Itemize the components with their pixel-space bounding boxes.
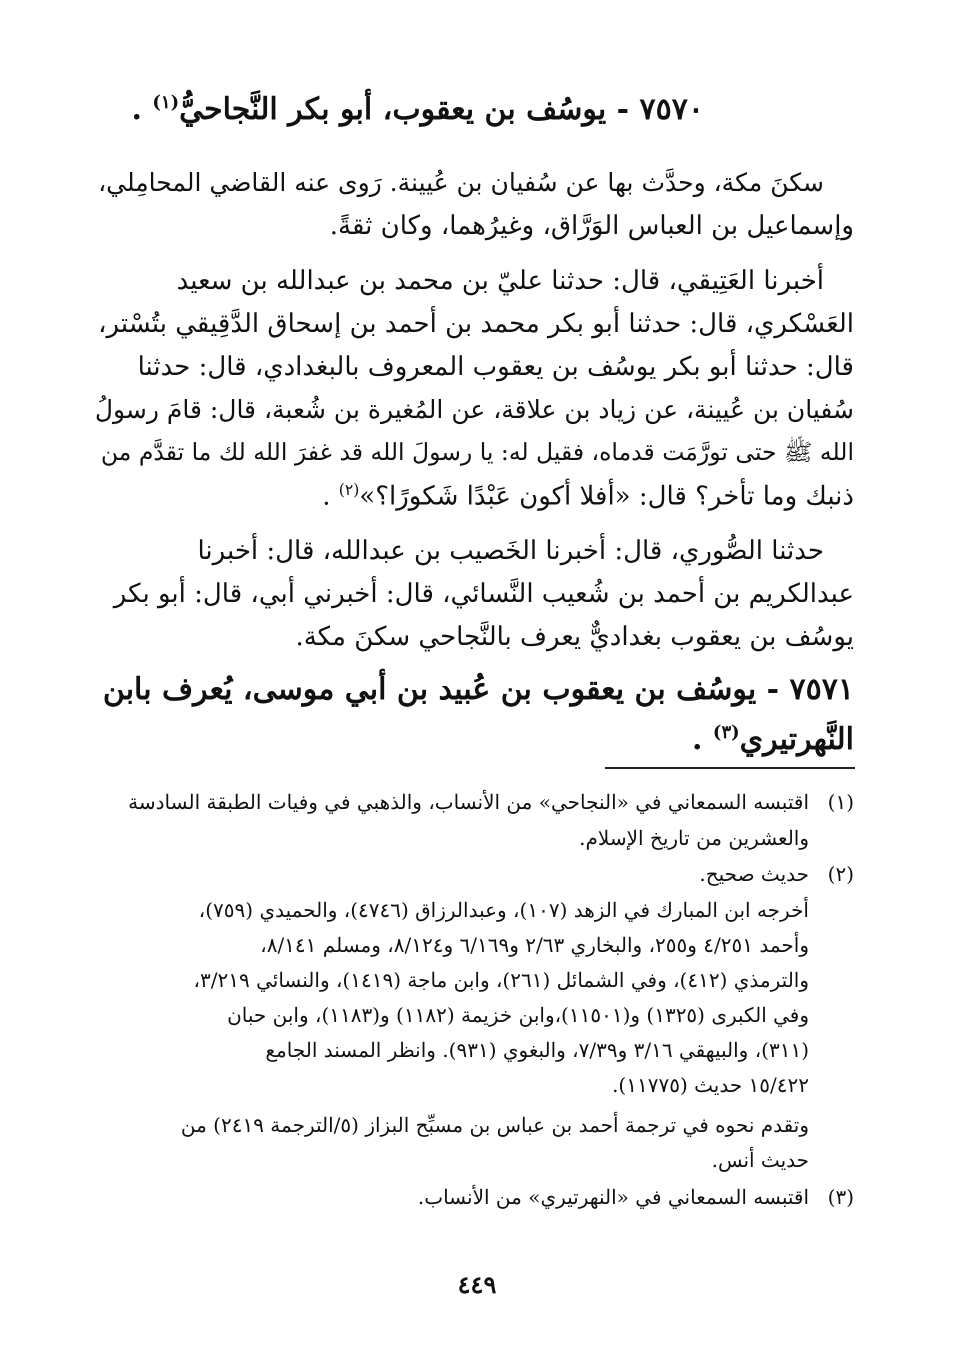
entry-heading-7570: [131, 92, 704, 127]
footnote-ref-1: (١): [152, 92, 180, 113]
footnote-3-text: اقتبسه السمعاني في «النهرتيري» من الأنساب.: [417, 1185, 809, 1209]
footnote-2-line-6: ١٥/٤٢٢ حديث (١١٧٧٥).: [612, 1073, 809, 1097]
entry-heading-7571-line-2: [692, 722, 854, 757]
paragraph-2-line-6-text: ذنبك وما تأخر؟ قال: «أفلا أكون عَبْدًا شَكورًا؟»: [359, 481, 854, 512]
paragraph-2-line-2: العَسْكري، قال: حدثنا أبو بكر محمد بن أحمد بن إسحاق الدَّقِيقي بتُسْتر،: [98, 309, 854, 339]
footnote-2-line-5: (٣١١)، والبيهقي ٣/١٦ و٧/٣٩، والبغوي (٩٣١). وانظر المسند الجامع: [265, 1038, 809, 1062]
entry-heading-text: ٧٥٧٠ - يوسُف بن يعقوب، أبو بكر النَّجاحيُّ: [179, 92, 704, 127]
footnote-2-number: (٢): [827, 862, 854, 886]
heading-period: .: [131, 92, 142, 127]
paragraph-2-line-3: قال: حدثنا أبو بكر يوسُف بن يعقوب المعروف بالبغدادي، قال: حدثنا: [137, 352, 854, 382]
footnote-ref-2: (٢): [338, 481, 360, 499]
footnote-2-extra-line-1: وتقدم نحوه في ترجمة أحمد بن عباس بن مسبِّح البزاز (٥/الترجمة ٢٤١٩) من: [180, 1113, 809, 1137]
footnote-2-line-2: وأحمد ٤/٢٥١ و٢٥٥، والبخاري ٢/٦٣ و٦/١٦٩ و٨/١٢٤، ومسلم ٨/١٤١،: [260, 933, 809, 957]
footnote-ref-3: (٣): [712, 722, 740, 743]
entry-heading-7571-name: النَّهرتيري: [739, 722, 854, 757]
paragraph-2-line-4: سُفيان بن عُيينة، عن زياد بن علاقة، عن المُغيرة بن شُعبة، قال: قامَ رسولُ: [94, 395, 854, 424]
footnote-2-line-4: وفي الكبرى (١٣٢٥) و(١١٥٠١)،وابن خزيمة (١١٨٢) و(١١٨٣)، وابن حبان: [227, 1003, 809, 1027]
footnote-3-number: (٣): [827, 1185, 854, 1209]
paragraph-2-period: .: [322, 481, 331, 512]
paragraph-3-line-3: يوسُف بن يعقوب بغداديٌّ يعرف بالنَّجاحي سكنَ مكة.: [295, 622, 854, 652]
paragraph-2-line-6: [322, 481, 854, 512]
paragraph-3-line-1: حدثنا الصُّوري، قال: أخبرنا الخَصيب بن عبدالله، قال: أخبرنا: [197, 536, 824, 566]
paragraph-2-line-1: أخبرنا العَتِيقي، قال: حدثنا عليّ بن محمد بن عبدالله بن سعيد: [176, 266, 824, 296]
paragraph-3-line-2: عبدالكريم بن أحمد بن شُعيب النَّسائي، قال: أخبرني أبي، قال: أبو بكر: [113, 579, 854, 609]
paragraph-1-line-1: سكنَ مكة، وحدَّث بها عن سُفيان بن عُيينة. رَوى عنه القاضي المحامِلي،: [98, 168, 824, 197]
paragraph-2-line-5: الله ﷺ حتى تورَّمَت قدماه، فقيل له: يا رسولَ الله قد غفرَ الله لك ما تقدَّم من: [100, 438, 854, 466]
entry-heading-7571-line-1: ٧٥٧١ - يوسُف بن يعقوب بن عُبيد بن أبي موسى، يُعرف بابن: [102, 672, 854, 707]
footnote-2-line-1: أخرجه ابن المبارك في الزهد (١٠٧)، وعبدالرزاق (٤٧٤٦)، والحميدي (٧٥٩)،: [198, 898, 809, 922]
footnote-1-line-1: اقتبسه السمعاني في «النجاحي» من الأنساب، والذهبي في وفيات الطبقة السادسة: [128, 790, 809, 814]
paragraph-1-line-2: وإسماعيل بن العباس الوَرَّاق، وغيرُهما، وكان ثقةً.: [329, 211, 854, 241]
footnote-2-extra-line-2: حديث أنس.: [711, 1148, 809, 1172]
footnote-1-number: (١): [827, 790, 854, 814]
footnote-2-title: حديث صحيح.: [699, 862, 809, 886]
footnote-separator: [605, 767, 855, 769]
footnote-1-line-2: والعشرين من تاريخ الإسلام.: [579, 826, 809, 850]
page-number: ٤٤٩: [457, 1270, 497, 1299]
footnote-2-line-3: والترمذي (٤١٢)، وفي الشمائل (٢٦١)، وابن ماجة (١٤١٩)، والنسائي ٣/٢١٩،: [193, 968, 809, 992]
heading-7571-period: .: [692, 722, 703, 757]
